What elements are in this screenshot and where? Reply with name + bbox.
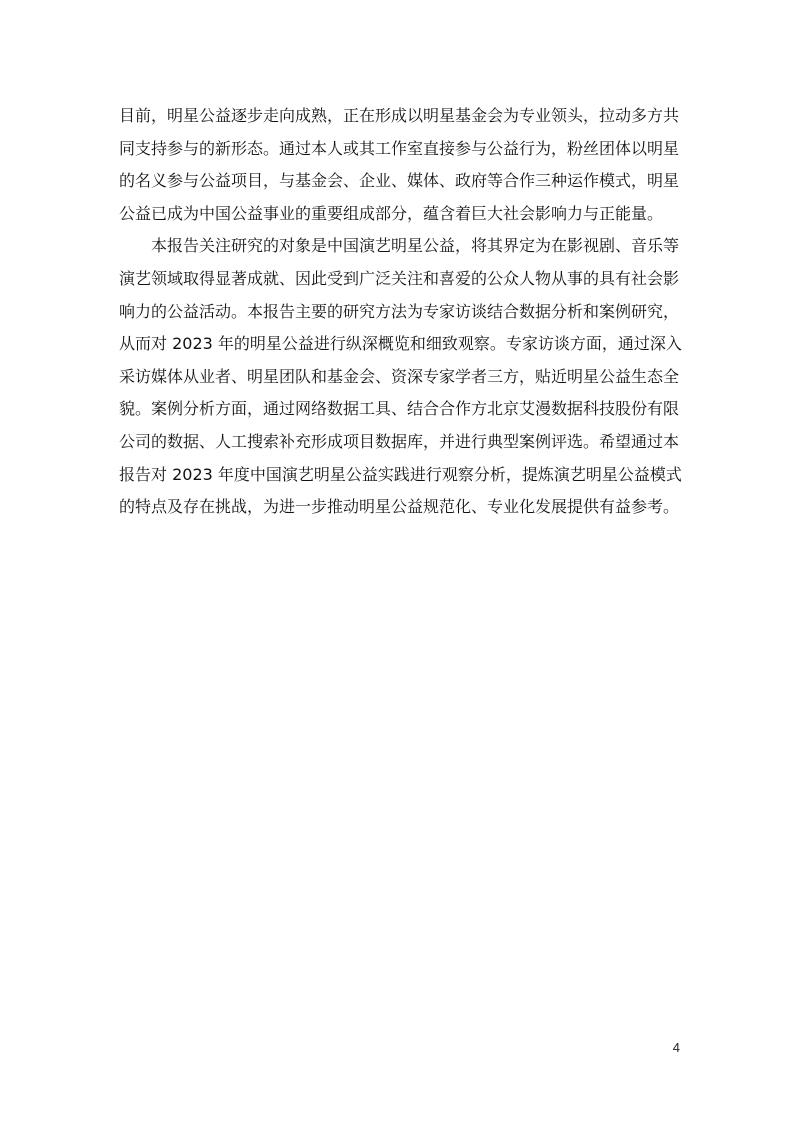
paragraph-1	[119, 100, 679, 230]
paragraph-line: 貌。案例分析方面，通过网络数据工具、结合合作方北京艾漫数据科技股份有限	[119, 399, 680, 419]
body-text	[119, 100, 682, 524]
paragraph-line: 从而对 2023 年的明星公益进行纵深概览和细致观察。专家访谈方面，通过深入	[119, 334, 682, 354]
paragraph-line: 报告对 2023 年度中国演艺明星公益实践进行观察分析，提炼演艺明星公益模式	[119, 464, 682, 484]
paragraph-line: 的特点及存在挑战，为进一步推动明星公益规范化、专业化发展提供有益参考。	[119, 497, 680, 517]
paragraph-2	[119, 230, 682, 523]
paragraph-line: 本报告关注研究的对象是中国演艺明星公益，将其界定为在影视剧、音乐等	[151, 236, 680, 256]
paragraph-line: 响力的公益活动。本报告主要的研究方法为专家访谈结合数据分析和案例研究，	[119, 301, 680, 321]
paragraph-line: 目前，明星公益逐步走向成熟，正在形成以明星基金会为专业领头，拉动多方共	[119, 106, 680, 125]
paragraph-line: 的名义参与公益项目，与基金会、企业、媒体、政府等合作三种运作模式，明星	[119, 171, 680, 191]
paragraph-line: 采访媒体从业者、明星团队和基金会、资深专家学者三方，贴近明星公益生态全	[119, 366, 680, 386]
paragraph-line: 公司的数据、人工搜索补充形成项目数据库，并进行典型案例评选。希望通过本	[119, 431, 680, 451]
paragraph-line: 同支持参与的新形态。通过本人或其工作室直接参与公益行为，粉丝团体以明星	[119, 138, 680, 158]
paragraph-line: 公益已成为中国公益事业的重要组成部分，蕴含着巨大社会影响力与正能量。	[119, 203, 664, 223]
page-number: 4	[672, 1040, 680, 1055]
paragraph-line: 演艺领域取得显著成就、因此受到广泛关注和喜爱的公众人物从事的具有社会影	[119, 268, 680, 288]
